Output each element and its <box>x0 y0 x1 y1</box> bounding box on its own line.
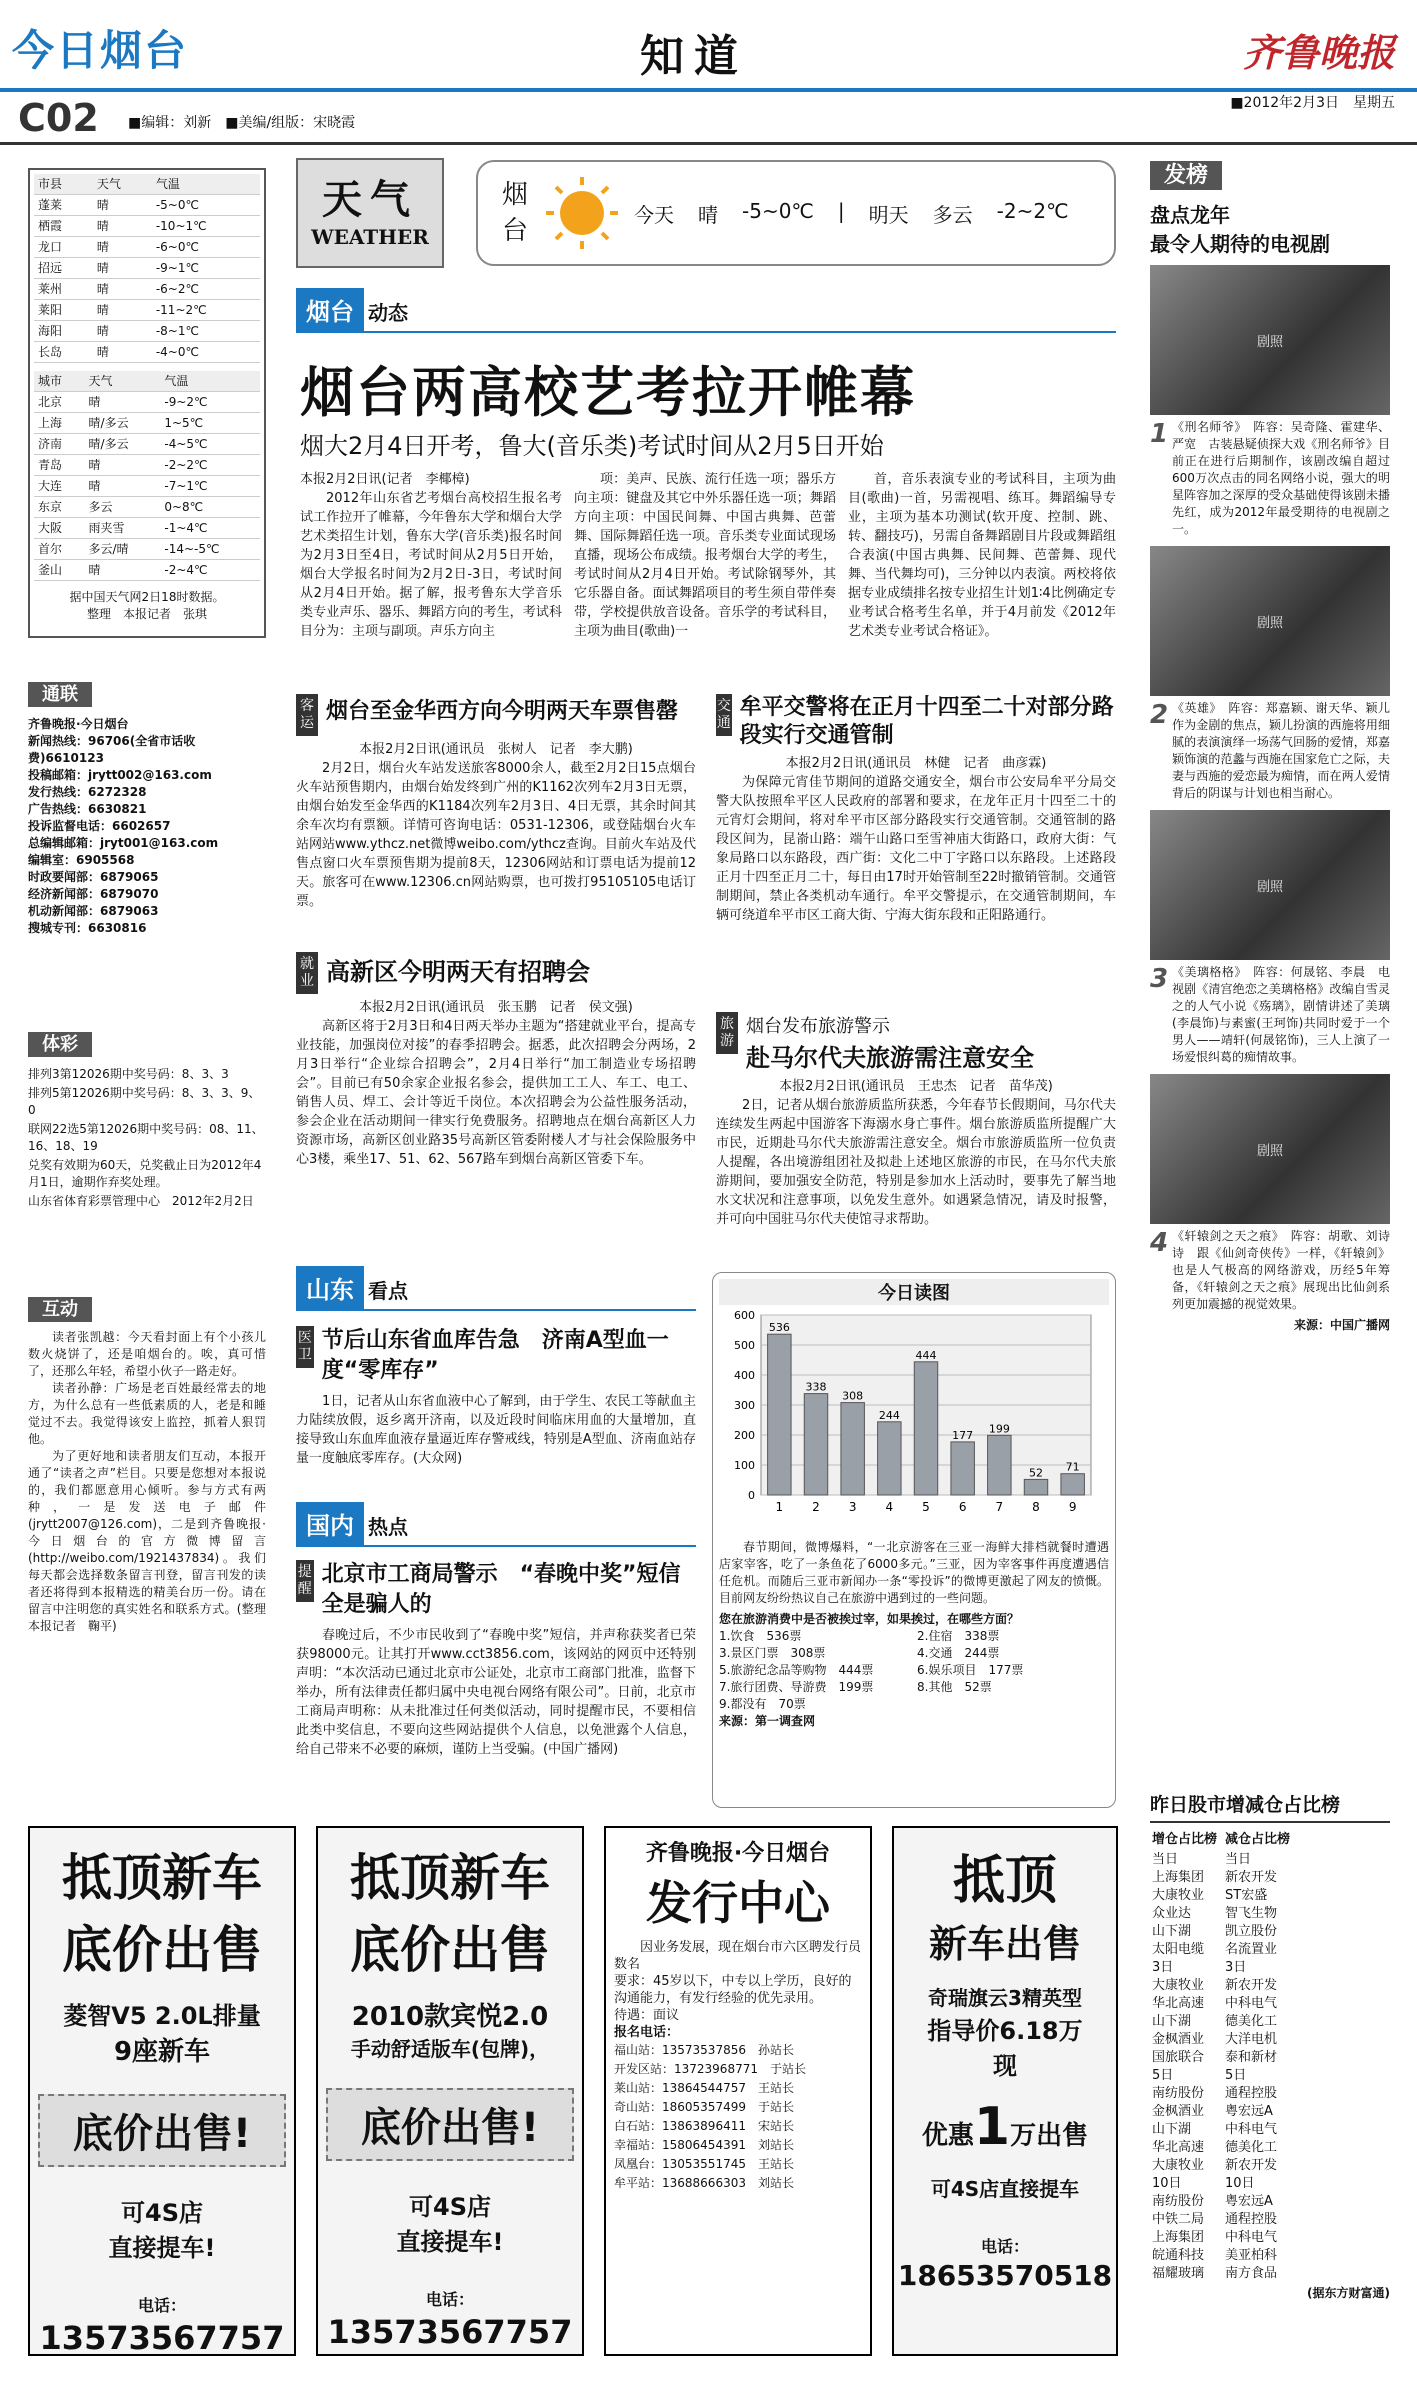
weather-heading: 天气 WEATHER <box>296 158 444 268</box>
art-exam-col3: 首，音乐表演专业的考试科目，主项为曲目(歌曲)一首，另需视唱、练耳。舞蹈编导专业，主项为基本功测试(软开度、控制、跳、转、翻技巧)，另需自备舞蹈剧目片段或舞蹈组合表演(中国古典舞、民间舞、芭蕾舞、现代舞、当代舞均可)，三分钟以内表演。两校将依据专业成绩排名按专业招生计划1∶4比例确定专业考试合格考生名单，并于4月前发《2012年艺术类专业考试合格证》。 <box>848 472 1116 639</box>
stock-name: 中科电气 <box>1225 2122 1278 2137</box>
drama-item <box>1150 265 1390 538</box>
shandong-section-bar: 山东 看点 <box>296 1266 696 1311</box>
subhead-art-exam: 烟大2月4日开考，鲁大(音乐类)考试时间从2月5日开始 <box>300 432 884 460</box>
chart-bar <box>1061 1474 1084 1495</box>
lottery-title: 体彩 <box>28 1032 92 1057</box>
contact-line: 经济新闻部：6879070 <box>28 887 159 901</box>
ad-car-2: 抵顶新车 底价出售 2010款宾悦2.0 手动舒适版车(包牌)， 底价出售! 可4S店 直接提车! 电话：13573567757 <box>316 1826 584 2356</box>
chart-data-label: 71 <box>1065 1460 1080 1474</box>
stock-name: 泰和新材 <box>1225 2050 1278 2065</box>
ad1-phone: 13573567757 <box>39 2319 285 2356</box>
stock-name: 新农开发 <box>1225 1870 1278 1885</box>
ad-car-3: 抵顶 新车出售 奇瑞旗云3精英型 指导价6.18万 现 优惠1万出售 可4S店直接提车 电话：18653570518 <box>892 1826 1118 2356</box>
contact-line: 总编辑邮箱：jryt001@163.com <box>28 836 219 850</box>
stock-name: 大洋电机 <box>1225 2032 1278 2047</box>
drama-photo: 剧照 <box>1150 265 1390 415</box>
chart-bar <box>1024 1479 1047 1495</box>
poll-item: 2.住宿 338票 <box>917 1629 1000 1643</box>
station-line: 幸福站：15806454391 刘站长 <box>614 2138 794 2152</box>
poll-source: 来源：第一调查网 <box>719 1714 816 1728</box>
stock-name: 10日 <box>1225 2176 1255 2191</box>
weather-row: 长岛 晴 -4~0℃ <box>34 342 260 363</box>
weather-row: 济南 晴/多云 -4~5℃ <box>34 434 260 455</box>
poll-item: 3.景区门票 308票 <box>719 1646 826 1660</box>
fabang-box: 发榜 盘点龙年 最令人期待的电视剧 剧照 1 《刑名师爷》 阵容：吴奇隆、霍建华、严宽 古装悬疑侦探大戏《刑名师爷》目前正在进行后期制作，该剧改编自超过600万次点击的同名网络小说，强大的明星阵容加之深厚的受众基础使得该剧未播先红，成为2012年最受期待的电视剧之一。 剧照 2 《英雄》 阵容：郑嘉颖、谢天华、颖儿 作为金剧的焦点，颖儿扮演的西施将用细腻的表演演绎一场荡气回肠的爱情，郑嘉颖饰演的范蠡与西施在国家危亡之际，夫妻与西施的爱恋最为痴情，而在两人爱情背后的阴谋与计划也相当耐心。 剧照 3 《美璃格格》 阵容：何晟铭、李晨 电视剧《清宫绝恋之美璃格格》改编自雪灵之的人气小说《殇璃》，剧情讲述了美璃(李晨饰)与素蜜(王珂饰)共同时爱于一个男人——靖轩(何晟铭饰)，三人上演了一场爱恨纠葛的痴情故事。 剧照 4 《轩辕剑之天之痕》 阵容：胡歌、刘诗诗 跟《仙剑奇侠传》一样，《轩辕剑》也是人气极高的网络游戏，历经5年筹备，《轩辕剑之天之痕》展现出比仙剑系列更加震撼的视觉效果。 来源：中国广播网 <box>1150 163 1403 1332</box>
stock-name: 山下湖 <box>1152 1924 1192 1939</box>
chart-x-tick: 8 <box>1032 1500 1040 1514</box>
drama-photo: 剧照 <box>1150 1074 1390 1224</box>
poll-item: 8.其他 52票 <box>917 1680 992 1694</box>
stock-name: 粤宏远A <box>1225 2194 1273 2209</box>
stock-name: 中科电气 <box>1225 2230 1278 2245</box>
editors: ■编辑：刘新 ■美编/组版：宋晓霞 <box>128 115 356 131</box>
stock-name: 通程控股 <box>1225 2086 1278 2101</box>
weather-note: 据中国天气网2日18时数据。 <box>69 590 225 604</box>
poll-box <box>712 1272 1116 1808</box>
ad4-phone: 18653570518 <box>897 2259 1113 2292</box>
weather-forecast: 烟台 今天 晴 -5~0℃ | 明天 多云 -2~2℃ <box>476 160 1116 266</box>
lottery-box <box>28 1030 266 1212</box>
drama-text: 《刑名师爷》 阵容：吴奇隆、霍建华、严宽 古装悬疑侦探大戏《刑名师爷》目前正在进行后期制作，该剧改编自超过600万次点击的同名网络小说，强大的明星阵容加之深厚的受众基础使得该剧未播先红，成为2012年最受期待的电视剧之一。 <box>1172 420 1390 536</box>
weather-row: 龙口 晴 -6~0℃ <box>34 237 260 258</box>
poll-item: 1.饮食 536票 <box>719 1629 802 1643</box>
weather-row: 大连 晴 -7~1℃ <box>34 476 260 497</box>
lottery-line: 山东省体育彩票管理中心 2012年2月2日 <box>28 1194 254 1208</box>
stock-name: 太阳电缆 <box>1152 1942 1205 1957</box>
chart-y-tick: 200 <box>734 1429 755 1442</box>
stock-name: 金枫酒业 <box>1152 2032 1205 2047</box>
station-line: 开发区站：13723968771 于站长 <box>614 2062 806 2076</box>
weather-row: 东京 多云 0~8℃ <box>34 497 260 518</box>
stock-name: 福耀玻璃 <box>1152 2266 1205 2281</box>
drama-rank: 1 <box>1150 419 1169 449</box>
poll-item: 7.旅行团费、导游费 199票 <box>719 1680 874 1694</box>
stock-name: 大康牧业 <box>1152 2158 1205 2173</box>
weather-city: 烟台 <box>502 180 529 246</box>
interact-title: 互动 <box>28 1297 92 1322</box>
contact-line: 发行热线：6272328 <box>28 785 147 799</box>
weather-row: 莱州 晴 -6~2℃ <box>34 279 260 300</box>
stock-name: 新农开发 <box>1225 2158 1278 2173</box>
stock-name: 众业达 <box>1152 1906 1192 1921</box>
chart-x-tick: 9 <box>1068 1500 1077 1514</box>
chart-bar <box>841 1403 864 1495</box>
poll-bar-chart <box>719 1305 1109 1535</box>
stock-name: 10日 <box>1152 2176 1182 2191</box>
chart-bar <box>768 1334 791 1495</box>
stock-name: 名流置业 <box>1225 1942 1278 1957</box>
contact-line: 齐鲁晚报·今日烟台 <box>28 717 129 731</box>
article-scam: 提醒 北京市工商局警示 “春晚中奖”短信全是骗人的 春晚过后，不少市民收到了“春晚中奖”短信，并声称获奖者已荣获98000元。让其打开www.cct3856.com，该网站的网页中还特别声明：“本次活动已通过北京市公证处，北京市工商部门批准，监督下举办，所有法律责任都归属中央电视台网络有限公司”。日前，北京市工商局声明称：从未批准过任何类似活动，同时提醒市民，不要相信此类中奖信息，不要向这些网站提供个人信息，以免泄露个人信息，给自己带来不必要的麻烦，谨防上当受骗。(中国广播网) <box>296 1562 696 1757</box>
drama-photo: 剧照 <box>1150 546 1390 696</box>
chart-data-label: 177 <box>952 1428 974 1442</box>
chart-x-tick: 7 <box>995 1500 1004 1514</box>
page-number: C02 <box>18 96 99 140</box>
stock-name: 3日 <box>1152 1960 1174 1975</box>
stock-name: 南纺股份 <box>1152 2194 1205 2209</box>
art-exam-col2: 项：美声、民族、流行任选一项；器乐方向主项：键盘及其它中外乐器任选一项；舞蹈方向主项：中国民间舞、中国古典舞、芭蕾舞、国际舞蹈任选一项。音乐类专业面试现场直播，现场公布成绩。报考烟台大学的考生，考试时间从2月4日开始。考试除钢琴外，其它乐器自备。面试舞蹈项目的考生须自带伴奏带，学校提供放音设备。音乐学的考试科目，主项为曲目(歌曲)一 <box>574 472 836 639</box>
interact-paragraph: 为了更好地和读者朋友们互动，本报开通了“读者之声”栏目。只要是您想对本报说的，我们都愿意用心倾听。参与方式有两种，一是发送电子邮件(jrytt2007@126.com)，二是到齐鲁晚报·今日烟台的官方微博留言(http://weibo.com/1921437834)。我们每天都会选择数条留言刊登，留言刊发的读者还将得到本报精选的精美台历一份。请在留言中注明您的真实姓名和联系方式。(整理 本报记者 鞠平) <box>28 1449 279 1633</box>
stock-name: 山下湖 <box>1152 2014 1192 2029</box>
art-exam-col1: 本报2月2日讯(记者 李椰樟) 2012年山东省艺考烟台高校招生报名考试工作拉开了帷幕，今年鲁东大学和烟台大学艺术类招生计划，鲁东大学(音乐类)报名时间为2月3日至4日，考试时间从2月5日开始，烟台大学报名时间为2月2日-3日，考试时间从2月4日开始。据了解，报考鲁东大学音乐类专业声乐、器乐、舞蹈方向的考生，考试科目分为：主项与副项。声乐方向主 <box>300 472 562 639</box>
chart-data-label: 52 <box>1029 1466 1043 1480</box>
poll-item: 6.娱乐项目 177票 <box>917 1663 1024 1677</box>
issue-date: ■2012年2月3日 星期五 <box>1230 95 1395 111</box>
article-jobs: 就业 高新区今明两天有招聘会 本报2月2日讯(通讯员 张玉鹏 记者 侯文强) 高新区将于2月3日和4日两天举办主题为“搭建就业平台，提高专业技能，加强岗位对接”的春季招聘会。据悉，此次招聘会分两场，2月3日举行“企业综合招聘会”，2月4日举行“加工制造业专场招聘会”。目前已有50余家企业报名参会，提供加工工人、车工、电工、销售人员、焊工、会计等近千岗位。本次招聘会为公益性服务活动，参会企业在活动期间一律实行免费服务。招聘地点在烟台高新区人力资源市场，高新区创业路35号高新区管委附楼人才与社会保险服务中心3楼，乘坐17、51、62、567路车到烟台高新区管委下车。 <box>296 952 696 1169</box>
header-rule <box>0 88 1417 92</box>
newspaper-logo: 齐鲁晚报 <box>1242 30 1395 75</box>
weather-row: 北京 晴 -9~2℃ <box>34 392 260 413</box>
article-traffic: 交通 牟平交警将在正月十四至二十对部分路段实行交通管制 本报2月2日讯(通讯员 林健 记者 曲彦霖) 为保障元宵佳节期间的道路交通安全，烟台市公安局牟平分局交警大队按照牟平区人民政府的部署和要求，在龙年正月十四至二十的元宵灯会期间，将对牟平市区部分路段实行交通管制。交通管制的路段区间为，昆嵛山路：端午山路口至雪神庙大街路口，政府大街：气象局路口以东路段，西广街：文化二中丁字路口以东路段。上述路段正月十四至正月二十，每日由17时开始管制至22时撤销管制。交通管制期间，禁止各类机动车通行。牟平交警提示，在交通管制期间，车辆可绕道牟平市区工商大街、宁海大街东段和正阳路通行。 <box>716 695 1116 923</box>
station-line: 白石站：13863896411 宋站长 <box>614 2119 794 2133</box>
fabang-source: 来源：中国广播网 <box>1293 1318 1390 1332</box>
stock-name: ST宏盛 <box>1225 1888 1268 1903</box>
stock-name: 国旅联合 <box>1152 2050 1205 2065</box>
stock-name: 中科电气 <box>1225 1996 1278 2011</box>
stock-name: 皖通科技 <box>1152 2248 1205 2263</box>
chart-x-tick: 3 <box>848 1500 857 1514</box>
chart-x-tick: 6 <box>958 1500 967 1514</box>
station-line: 福山站：13573537856 孙站长 <box>614 2043 794 2057</box>
interact-paragraph: 读者张凯越：今天看封面上有个小孩儿数火烧饼了，还是咱烟台的。唉，真可惜了，还那么年轻，希望小伙子一路走好。 <box>28 1330 266 1378</box>
contact-line: 投稿邮箱：jrytt002@163.com <box>28 768 212 782</box>
stock-name: 南纺股份 <box>1152 2086 1205 2101</box>
county-weather-table: 市县 天气 气温 蓬莱 晴 -5~0℃ 栖霞 晴 -10~1℃ 龙口 晴 -6~0℃ 招远 晴 -9~1℃ 莱州 晴 -6~2℃ 莱阳 晴 -11~2℃ 海阳 晴 -8~1℃ 长岛 晴 -4~0℃ <box>34 174 260 363</box>
contact-line: 投诉监督电话：6602657 <box>28 819 171 833</box>
stock-name: 大康牧业 <box>1152 1888 1205 1903</box>
ad-car-1: 抵顶新车 底价出售 菱智V5 2.0L排量 9座新车 底价出售! 可4S店 直接提车! 电话：13573567757 <box>28 1826 296 2356</box>
stock-name: 南方食品 <box>1225 2266 1278 2281</box>
ad-recruit: 齐鲁晚报·今日烟台 发行中心 因业务发展，现在烟台市六区聘发行员数名 要求：45岁以下，中专以上学历，良好的沟通能力，有发行经验的优先录用。 待遇：面议 报名电话： 福山站：13573537856 孙站长 开发区站：13723968771 于站长 莱山站：13864544757 王站长 奇山站：18605357499 于站长 白石站：13863896411 宋站长 幸福站：15806454391 刘站长 凤凰台：13053551745 王站长 牟平站：13688666303 刘站长 <box>604 1826 872 2356</box>
stocks-box <box>1150 1790 1390 2302</box>
chart-data-label: 308 <box>842 1389 864 1403</box>
poll-item: 4.交通 244票 <box>917 1646 1000 1660</box>
drama-text: 《轩辕剑之天之痕》 阵容：胡歌、刘诗诗 跟《仙剑奇侠传》一样，《轩辕剑》也是人气极高的网络游戏，历经5年筹备，《轩辕剑之天之痕》展现出比仙剑系列更加震撼的视觉效果。 <box>1172 1229 1390 1311</box>
contacts-title: 通联 <box>28 682 92 707</box>
stock-name: 山下湖 <box>1152 2122 1192 2137</box>
stock-name: 5日 <box>1152 2068 1174 2083</box>
stock-name: 德美化工 <box>1225 2014 1278 2029</box>
chart-bar <box>804 1394 827 1495</box>
stock-name: 上海集团 <box>1152 1870 1205 1885</box>
drama-rank: 3 <box>1150 964 1169 994</box>
stock-name: 上海集团 <box>1152 2230 1205 2245</box>
contacts-box <box>28 680 266 937</box>
stock-name: 3日 <box>1225 1960 1247 1975</box>
chart-data-label: 444 <box>915 1348 937 1362</box>
stock-name: 智飞生物 <box>1225 1906 1278 1921</box>
chart-y-tick: 300 <box>734 1399 755 1412</box>
article-train: 客运 烟台至金华西方向今明两天车票售罄 本报2月2日讯(通讯员 张树人 记者 李大鹏) 2月2日，烟台火车站发送旅客8000余人，截至2月2日15点烟台火车站预售期内，由烟台始发终到广州的K1162次列车2月3日无票，由烟台始发至金华西的K1184次列车2月3日、4日无票，其余时间其余车次均有票额。详情可咨询电话：0531-12306，或登陆烟台火车站网站www.ythcz.net微博weibo.com/ythcz查询。目前火车站及代售点窗口火车票预售期为提前8天，12306网站和订票电话为提前12天。旅客可在www.12306.cn网站购票，也可拨打95105105电话订票。 <box>296 694 696 911</box>
stock-name: 德美化工 <box>1225 2140 1278 2155</box>
chart-data-label: 244 <box>878 1408 900 1422</box>
stock-name: 当日 <box>1152 1852 1179 1867</box>
weather-row: 上海 晴/多云 1~5℃ <box>34 413 260 434</box>
stock-name: 美亚柏科 <box>1225 2248 1278 2263</box>
poll-intro: 春节期间，微博爆料，“一北京游客在三亚一海鲜大排档就餐时遭遇店家宰客，吃了一条鱼花了6000多元。”三亚，因为宰客事件再度遭遇信任危机。而随后三亚市新闻办一条“零投诉”的微博更激起了网友的愤慨。目前网友纷纷热议自己在旅游中遇到过的一些问题。 <box>719 1540 1109 1605</box>
chart-y-tick: 0 <box>748 1489 755 1502</box>
drama-text: 《美璃格格》 阵容：何晟铭、李晨 电视剧《清宫绝恋之美璃格格》改编自雪灵之的人气小说《殇璃》，剧情讲述了美璃(李晨饰)与素蜜(王珂饰)共同时爱于一个男人——靖轩(何晟铭饰)，三人上演了一场爱恨纠葛的痴情故事。 <box>1172 965 1390 1064</box>
stock-name: 5日 <box>1225 2068 1247 2083</box>
weather-row: 栖霞 晴 -10~1℃ <box>34 216 260 237</box>
chart-data-label: 338 <box>805 1380 827 1394</box>
stocks-table: 增仓占比榜 减仓占比榜 当日 上海集团 大康牧业 众业达 山下湖 太阳电缆 3日 大康牧业 华北高速 山下湖 金枫酒业 国旅联合 5日 南纺股份 金枫酒业 山下湖 华北高速 大康牧业 10日 南纺股份 中铁二局 上海集团 皖通科技 福耀玻璃 当日 新农开发 ST宏盛 智飞生物 凯立股份 名流置业 3日 新农开发 中科电气 德美化工 大洋电机 泰和新材 5日 通程控股 粤宏远A 中科电气 德美化工 新农开发 10日 粤宏远A 通程控股 中科电气 美亚柏科 南方食品 <box>1152 1832 1291 2281</box>
station-line: 莱山站：13864544757 王站长 <box>614 2081 794 2095</box>
chart-x-tick: 2 <box>812 1500 820 1514</box>
weather-row: 招远 晴 -9~1℃ <box>34 258 260 279</box>
poll-title: 今日读图 <box>719 1279 1109 1305</box>
chart-x-tick: 4 <box>885 1500 894 1514</box>
poll-item: 9.都没有 70票 <box>719 1697 806 1711</box>
drama-text: 《英雄》 阵容：郑嘉颖、谢天华、颖儿 作为金剧的焦点，颖儿扮演的西施将用细腻的表演演绎一场荡气回肠的爱情，郑嘉颖饰演的范蠡与西施在国家危亡之际，夫妻与西施的爱恋最为痴情，而在两人爱情背后的阴谋与计划也相当耐心。 <box>1172 701 1403 800</box>
weather-credit: 整理 本报记者 张琪 <box>86 607 207 621</box>
guonei-section-bar: 国内 热点 <box>296 1502 696 1547</box>
stock-name: 大康牧业 <box>1152 1978 1205 1993</box>
stocks-source: (据东方财富通) <box>1307 2286 1390 2300</box>
weather-row: 首尔 多云/晴 -14~-5℃ <box>34 539 260 560</box>
contact-line: 广告热线：6630821 <box>28 802 147 816</box>
stock-name: 金枫酒业 <box>1152 2104 1205 2119</box>
poll-question: 您在旅游消费中是否被挨过宰，如果挨过，在哪些方面？ <box>719 1612 1020 1626</box>
poll-item: 5.旅游纪念品等购物 444票 <box>719 1663 874 1677</box>
stock-name: 华北高速 <box>1152 2140 1205 2155</box>
stock-name: 凯立股份 <box>1225 1924 1278 1939</box>
drama-rank: 2 <box>1150 700 1169 730</box>
lottery-line: 兑奖有效期为60天，兑奖截止日为2012年4月1日，逾期作弃奖处理。 <box>28 1158 262 1189</box>
drama-rank: 4 <box>1150 1228 1169 1258</box>
weather-row: 青岛 晴 -2~2℃ <box>34 455 260 476</box>
drama-item <box>1150 810 1390 1066</box>
contact-line: 时政要闻部：6879065 <box>28 870 159 884</box>
interact-box <box>28 1295 279 1635</box>
weather-row: 大阪 雨夹雪 -1~4℃ <box>34 518 260 539</box>
chart-bar <box>878 1422 901 1495</box>
chart-data-label: 536 <box>768 1321 790 1335</box>
article-travel: 旅游 烟台发布旅游警示 赴马尔代夫旅游需注意安全 本报2月2日讯(通讯员 王忠杰 记者 苗华茂) 2日，记者从烟台旅游质监所获悉，今年春节长假期间，马尔代夫连续发生两起中国游客下海溺水身亡事件。烟台旅游质监所提醒广大市民，近期赴马尔代夫旅游需注意安全。烟台市旅游质监所一位负责人提醒，各出境游组团社及拟赴上述地区旅游的市民，在马尔代夫旅游期间，要加强安全防范，特别是参加水上活动时，要事先了解当地水文状况和注意事项，以免发生意外。如遇紧急情况，请及时报警，并可向中国驻马尔代夫使馆寻求帮助。 <box>716 1012 1116 1229</box>
weather-row: 釜山 晴 -2~4℃ <box>34 560 260 581</box>
chart-bar <box>951 1442 974 1495</box>
lottery-line: 联网22选5第12026期中奖号码：08、11、16、18、19 <box>28 1122 264 1153</box>
newspaper-section-logo: 今日烟台 <box>12 26 189 75</box>
lottery-line: 排列3第12026期中奖号码：8、3、3 <box>28 1067 229 1081</box>
chart-y-tick: 600 <box>734 1309 755 1322</box>
stock-name: 华北高速 <box>1152 1996 1205 2011</box>
stocks-title: 昨日股市增减仓占比榜 <box>1150 1790 1390 1823</box>
weather-row: 蓬莱 晴 -5~0℃ <box>34 195 260 216</box>
fabang-title: 发榜 <box>1150 161 1222 190</box>
stock-name: 新农开发 <box>1225 1978 1278 1993</box>
contact-line: 搜城专刊：6630816 <box>28 921 147 935</box>
stock-name: 当日 <box>1225 1852 1252 1867</box>
chart-y-tick: 500 <box>734 1339 755 1352</box>
header-rule-bottom <box>0 142 1417 145</box>
city-weather-table: 城市 天气 气温 北京 晴 -9~2℃ 上海 晴/多云 1~5℃ 济南 晴/多云 -4~5℃ 青岛 晴 -2~2℃ 大连 晴 -7~1℃ 东京 多云 0~8℃ 大阪 雨夹雪 -1~4℃ 首尔 多云/晴 -14~-5℃ 釜山 晴 -2~4℃ <box>34 371 260 581</box>
chart-y-tick: 100 <box>734 1459 755 1472</box>
headline-art-exam: 烟台两高校艺考拉开帷幕 <box>300 361 916 424</box>
chart-x-tick: 1 <box>775 1500 784 1514</box>
chart-bar <box>914 1362 937 1495</box>
sun-icon <box>542 173 622 253</box>
stock-name: 通程控股 <box>1225 2212 1278 2227</box>
contact-line: 新闻热线：96706(全省市话收费)6610123 <box>28 734 196 765</box>
interact-paragraph: 读者孙静：广场是老百姓最经常去的地方，为什么总有一些低素质的人，老是和睡觉过不去。我觉得该安上监控，抓着人狠罚他。 <box>28 1381 266 1446</box>
station-line: 凤凰台：13053551745 王站长 <box>614 2157 794 2171</box>
contact-line: 编辑室：6905568 <box>28 853 135 867</box>
weather-row: 莱阳 晴 -11~2℃ <box>34 300 260 321</box>
chart-bar <box>988 1435 1011 1495</box>
drama-item <box>1150 1074 1390 1313</box>
stock-name: 粤宏远A <box>1225 2104 1273 2119</box>
chart-y-tick: 400 <box>734 1369 755 1382</box>
chart-x-tick: 5 <box>922 1500 930 1514</box>
drama-item <box>1150 546 1403 802</box>
yantai-section-bar: 烟台 动态 <box>296 288 1116 333</box>
chart-data-label: 199 <box>988 1422 1010 1436</box>
section-title: 知道 <box>640 31 748 82</box>
ad2-phone: 13573567757 <box>327 2313 573 2351</box>
station-line: 奇山站：18605357499 于站长 <box>614 2100 794 2114</box>
weather-row: 海阳 晴 -8~1℃ <box>34 321 260 342</box>
weather-tables <box>28 168 266 638</box>
station-line: 牟平站：13688666303 刘站长 <box>614 2176 794 2190</box>
contact-line: 机动新闻部：6879063 <box>28 904 159 918</box>
drama-photo: 剧照 <box>1150 810 1390 960</box>
stock-name: 中铁二局 <box>1152 2212 1205 2227</box>
article-blood: 医卫 节后山东省血库告急 济南A型血一度“零库存” 1日，记者从山东省血液中心了解到，由于学生、农民工等献血主力陆续放假，返乡离开济南，以及近段时间临床用血的大量增加，直接导致山东血库血液存量逼近库存警戒线，特别是A型血、济南血站存量一度触底零库存。(大众网) <box>296 1328 696 1466</box>
lottery-line: 排列5第12026期中奖号码：8、3、3、9、0 <box>28 1086 261 1117</box>
